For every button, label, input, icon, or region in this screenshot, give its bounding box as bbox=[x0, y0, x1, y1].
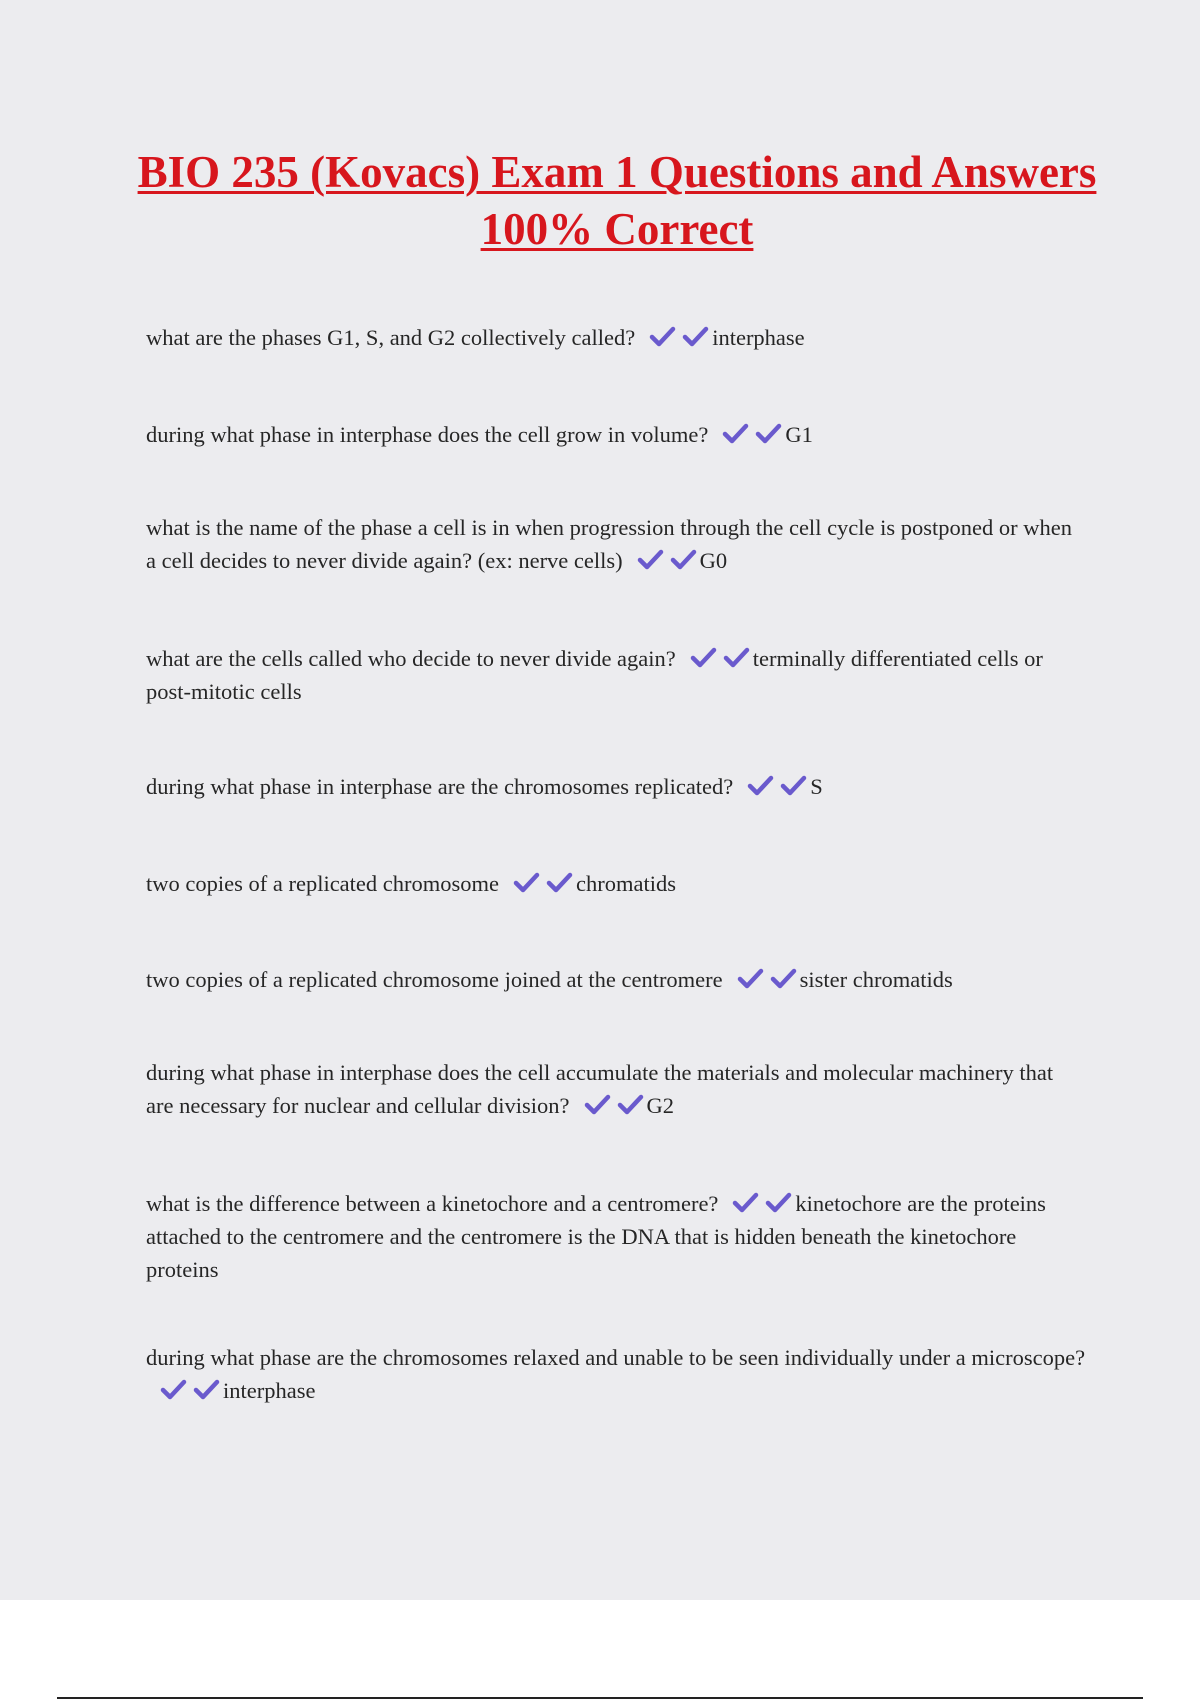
qa-item bbox=[146, 511, 1086, 577]
checkmark-icon bbox=[617, 1094, 644, 1116]
qa-item bbox=[146, 867, 1086, 900]
checkmark-icon bbox=[732, 1192, 759, 1214]
answer-text: G0 bbox=[699, 548, 728, 573]
answer-text: interphase bbox=[712, 325, 805, 350]
question-text: what is the name of the phase a cell is in when progression through the cell cycle is postponed or when a cell decides to never divide again? (ex: nerve cells) bbox=[146, 515, 1073, 573]
qa-item bbox=[146, 418, 1086, 451]
checkmark-icon bbox=[723, 647, 750, 669]
qa-item bbox=[146, 1187, 1086, 1286]
qa-item bbox=[146, 321, 1086, 354]
question-text: during what phase in interphase are the chromosomes replicated? bbox=[146, 774, 734, 799]
checkmark-icon bbox=[160, 1379, 187, 1401]
answer-text: G1 bbox=[785, 422, 813, 447]
qa-item bbox=[146, 1341, 1086, 1407]
checkmark-icon bbox=[193, 1379, 220, 1401]
question-text: during what phase in interphase does the cell accumulate the materials and molecular machinery that are necessary for nuclear and cellular division? bbox=[146, 1060, 1054, 1118]
qa-item bbox=[146, 963, 1086, 996]
question-text: two copies of a replicated chromosome joined at the centromere bbox=[146, 967, 723, 992]
question-text: what are the phases G1, S, and G2 collectively called? bbox=[146, 325, 636, 350]
checkmark-icon bbox=[649, 326, 676, 348]
document-title: BIO 235 (Kovacs) Exam 1 Questions and Answers 100% Correct bbox=[137, 147, 1097, 254]
checkmark-icon bbox=[584, 1094, 611, 1116]
answer-text: chromatids bbox=[576, 871, 676, 896]
answer-text: kinetochore are the proteins attached to the centromere and the centromere is the DNA that is hidden beneath the kinetochore proteins bbox=[146, 1191, 1046, 1282]
question-text: what is the difference between a kinetochore and a centromere? bbox=[146, 1191, 719, 1216]
answer-text: terminally differentiated cells or post-mitotic cells bbox=[146, 646, 1043, 704]
checkmark-icon bbox=[670, 549, 697, 571]
checkmark-icon bbox=[637, 549, 664, 571]
qa-item bbox=[146, 770, 1086, 803]
answer-text: G2 bbox=[646, 1093, 675, 1118]
answer-text: interphase bbox=[223, 1378, 316, 1403]
question-text: during what phase in interphase does the cell grow in volume? bbox=[146, 422, 709, 447]
question-text: two copies of a replicated chromosome bbox=[146, 871, 500, 896]
question-text: what are the cells called who decide to never divide again? bbox=[146, 646, 676, 671]
answer-text: sister chromatids bbox=[799, 967, 953, 992]
checkmark-icon bbox=[765, 1192, 792, 1214]
checkmark-icon bbox=[737, 968, 764, 990]
qa-item bbox=[146, 642, 1086, 708]
checkmark-icon bbox=[546, 872, 573, 894]
checkmark-icon bbox=[770, 968, 797, 990]
checkmark-icon bbox=[690, 647, 717, 669]
checkmark-icon bbox=[513, 872, 540, 894]
checkmark-icon bbox=[722, 423, 749, 445]
qa-item bbox=[146, 1056, 1086, 1122]
checkmark-icon bbox=[755, 423, 782, 445]
question-text: during what phase are the chromosomes relaxed and unable to be seen individually under a microscope? bbox=[146, 1345, 1086, 1370]
checkmark-icon bbox=[682, 326, 709, 348]
page-bottom-divider bbox=[57, 1697, 1143, 1699]
checkmark-icon bbox=[747, 775, 774, 797]
checkmark-icon bbox=[780, 775, 807, 797]
answer-text: S bbox=[810, 774, 823, 799]
